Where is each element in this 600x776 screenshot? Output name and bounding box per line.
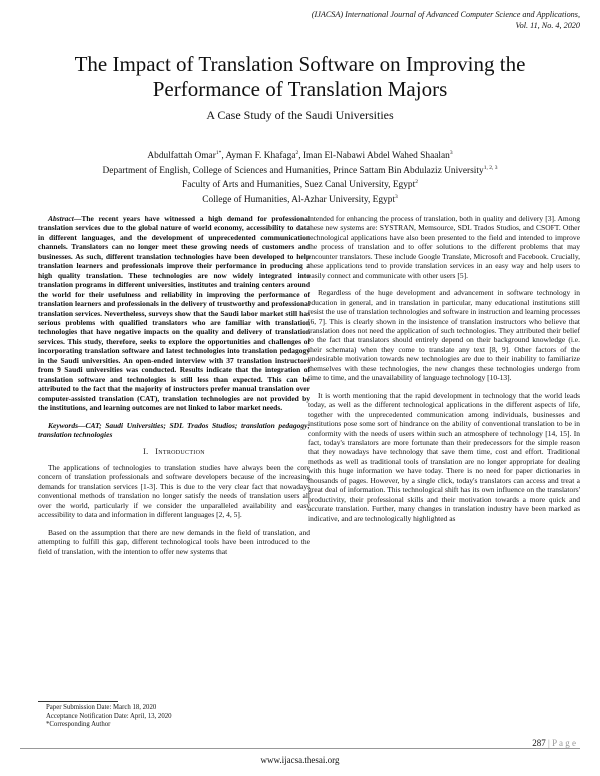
affiliation-3-text: College of Humanities, Al-Azhar University, Egypt (202, 195, 396, 205)
section-number: I. (143, 447, 149, 457)
left-column (38, 214, 310, 564)
author-3-sup: 3 (449, 150, 453, 156)
author-3: , Iman El-Nabawi Abdel Wahed Shaalan (298, 151, 450, 162)
affiliation-1-sup: 1, 2, 3 (483, 164, 498, 171)
section-heading-introduction (38, 447, 310, 456)
abstract (38, 214, 310, 413)
affiliation-2 (0, 177, 600, 192)
paragraph: intended for enhancing the process of translation, both in quality and delivery [3]. Among these new systems are: SYSTRAN, Memsource, SDL Trados Studios, and CSOFT. Other technological applications have also been presented to the field and intended to improve the process of translation and to offer solutions to the different problems that may encounter translators. These include Google Translate, Microsoft and Facebook. Crucially, these applications tend to provide translation services in an easy way and help users to easily connect and communicate with other users [5]. (308, 214, 580, 280)
page-word: P a g e (552, 738, 576, 748)
affiliation-1-text: Department of English, College of Sciences and Humanities, Prince Sattam Bin Abdulaziz University (102, 165, 484, 176)
footnotes (46, 704, 172, 730)
abstract-dash: — (73, 214, 82, 223)
footer-divider (20, 748, 580, 749)
paragraph: Regardless of the huge development and advancement in software technology in education in general, and in translation in particular, many educational institutions still resist the use of translation technologies and software in instruction and learning processes [6, 7]. This is clearly shown in the insistence of translation instructors who believe that translation does not need the application of such technologies. They attributed their belief to the fact that translators should entirely depend on their background knowledge (i.e. their schemata) when they come to translate any text [8, 9]. Other factors of the undesirable motivation towards new technologies are due to their inability to familiarize themselves with these technologies, the new changes these technologies undergo from time to time, and the unavailability of language technology [10-13]. (308, 288, 581, 383)
abstract-text: The recent years have witnessed a high demand for professional translation services due to the global nature of world economy, accessibility to data in different languages, and the development of unprecedented communication channels. Translators can no longer meet these growing needs of customers and businesses. As such, different translation technologies have been developed to help translation learners and professionals improve their performance in producing a high quality translation. These technologies are now widely integrated into translation programs in different universities, institutes and training centers around the world for their usefulness and reliability in improving the performance of translation learners and professionals in the delivery of trustworthy and professional translation services. Nevertheless, surveys show that the Saudi labor market still has serious problems with qualified translators who are familiar with translation technologies that have negative impacts on the quality and delivery of translation services. This study, therefore, seeks to explore the opportunities and challenges of incorporating translation software and latest technologies into translation pedagogy in the Saudi universities. An open-ended interview with 37 translation instructors from 9 Saudi universities was conducted. Results indicate that the integration of translation software and technologies is still less than expected. This can be attributed to the fact that the majority of instructors prefer manual translation over computer-assisted translation (CAT), translation technologies are not provided by the institutions, and learning outcomes are not linked to labor market needs. (38, 214, 310, 413)
abstract-label: Abstract (48, 214, 74, 223)
title-line-1: The Impact of Translation Software on Improving the (74, 52, 526, 76)
author-1: Abdulfattah Omar (147, 151, 216, 162)
title-line-2: Performance of Translation Majors (152, 77, 448, 101)
affiliation-3-sup: 3 (395, 193, 398, 200)
right-column (308, 214, 580, 531)
author-names (0, 148, 600, 163)
section-title: Introduction (155, 447, 205, 457)
paragraph: Based on the assumption that there are new demands in the field of translation, and attempting to fulfill this gap, different technological tools have been introduced to the field of translation, with the intention to offer new systems that (38, 527, 310, 556)
corresponding-author-note: *Corresponding Author (46, 721, 111, 728)
journal-header (180, 10, 580, 31)
journal-website: www.ijacsa.thesai.org (260, 755, 340, 765)
paper-subtitle: A Case Study of the Saudi Universities (206, 108, 394, 122)
submission-date: Paper Submission Date: March 18, 2020 (46, 704, 157, 711)
journal-volume: Vol. 11, No. 4, 2020 (515, 20, 580, 30)
keywords: Keywords—CAT; Saudi Universities; SDL Trados Studios; translation pedagogy; translation technologies (38, 420, 310, 439)
affiliation-2-text: Faculty of Arts and Humanities, Suez Canal University, Egypt (182, 180, 416, 191)
paragraph: It is worth mentioning that the rapid development in technology that the world leads today, as well as the different technological applications in the different aspects of life, together with the unprecedented communication among individuals, businesses and institutions pose some sort of hindrance on the ability of conventional translation to be in conformity with the needs of users within such an atmosphere of technology [14, 15]. In fact, today's translators are more fortunate than their predecessors for the simple reason that they nowadays have technology that save them time, cost and effort. Traditional methods as well as traditional tools of translation are no longer appropriate for dealing with this huge information we have today. There is no need for paper dictionaries in thousands of pages. However, by a single click, today's translators can access and treat a great deal of information. This technological shift has its own influence on the translators' productivity, their professional skills and their motivation towards a more quick and accurate translation. Further, many changes in translation industry have been marked as indicative, and are technologically highlighted as (308, 390, 580, 523)
page-number (532, 738, 576, 748)
author-2-sup: 2 (295, 150, 299, 156)
journal-name: (IJACSA) International Journal of Advanced Computer Science and Applications, (311, 10, 580, 19)
author-2: , Ayman F. Khafaga (221, 151, 296, 162)
affiliation-2-sup: 2 (415, 179, 418, 186)
author-1-sup: 1* (215, 150, 222, 156)
page-number-value: 287 (532, 738, 546, 748)
footnote-divider (38, 701, 118, 702)
author-block (0, 148, 600, 207)
paper-title (0, 52, 600, 102)
affiliation-1 (0, 163, 600, 178)
acceptance-date: Acceptance Notification Date: April, 13, 2020 (46, 712, 172, 720)
affiliation-3 (0, 192, 600, 207)
paragraph: The applications of technologies to translation studies have always been the core concern of translation professionals and software developers because of the increasing demands for translation services [1-3]. This is due to the very clear fact that nowadays conventional methods of translation no longer satisfy the needs of translation users all over the world, particularly if we consider the unparalleled availability and easy accessibility to data and information in different languages [2, 4, 5]. (38, 462, 310, 520)
page-separator: | (545, 738, 553, 748)
